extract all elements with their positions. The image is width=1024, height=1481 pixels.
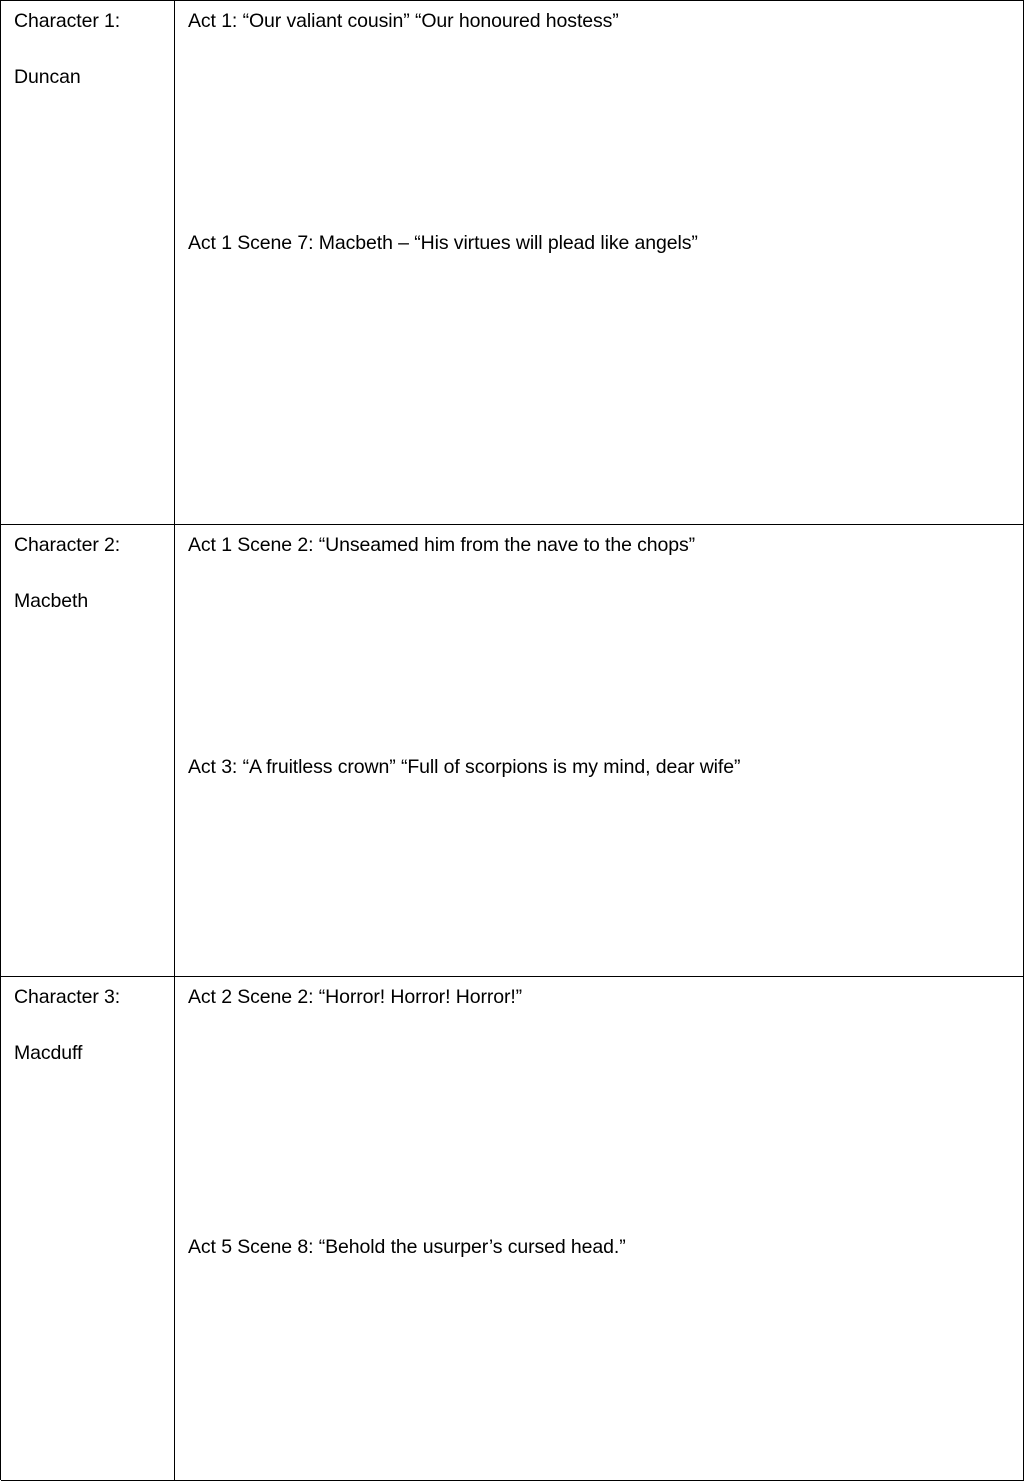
character-cell <box>1 525 175 976</box>
quotes-cell <box>175 977 1024 1480</box>
quote-first: Act 1 Scene 2: “Unseamed him from the nave to the chops” <box>188 534 696 556</box>
character-cell <box>1 977 175 1480</box>
quote-first: Act 1: “Our valiant cousin” “Our honoured hostess” <box>188 10 619 32</box>
quotes-cell <box>175 1 1024 524</box>
character-label: Character 1: <box>14 10 121 32</box>
quotes-cell <box>175 525 1024 976</box>
quote-second: Act 1 Scene 7: Macbeth – “His virtues will plead like angels” <box>188 232 698 254</box>
quote-second: Act 3: “A fruitless crown” “Full of scorpions is my mind, dear wife” <box>188 756 741 778</box>
quote-first: Act 2 Scene 2: “Horror! Horror! Horror!” <box>188 986 523 1008</box>
quote-second: Act 5 Scene 8: “Behold the usurper’s cursed head.” <box>188 1236 626 1258</box>
character-name: Macbeth <box>14 590 89 612</box>
table-row <box>1 525 1024 977</box>
character-name: Macduff <box>14 1042 83 1064</box>
character-cell <box>1 1 175 524</box>
character-label: Character 2: <box>14 534 121 556</box>
character-name: Duncan <box>14 66 81 88</box>
table-row <box>1 977 1024 1481</box>
table-row <box>1 1 1024 525</box>
character-label: Character 3: <box>14 986 121 1008</box>
